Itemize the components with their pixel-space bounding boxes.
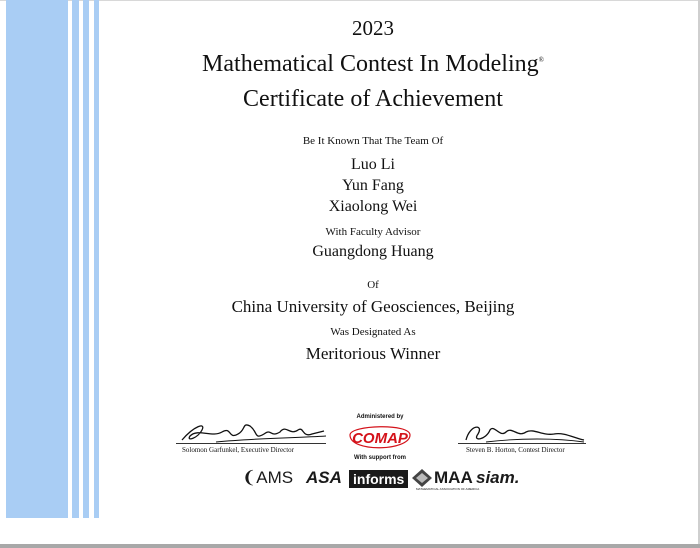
decorative-stripe <box>72 0 79 518</box>
maa-logo: MAA <box>434 468 473 487</box>
ams-logo-text: AMS <box>256 468 294 487</box>
comap-logo <box>346 421 414 455</box>
decorative-stripe-wide <box>6 0 68 518</box>
right-signature-caption: Steven B. Horton, Contest Director <box>466 446 565 454</box>
siam-logo: siam. <box>476 468 520 487</box>
informs-logo: informs <box>349 470 408 488</box>
maa-emblem-icon <box>411 468 433 488</box>
left-signature-line <box>176 443 326 444</box>
contest-name <box>100 51 646 78</box>
decorative-stripe <box>83 0 89 518</box>
advisor-name: Guangdong Huang <box>312 243 434 260</box>
decorative-stripe <box>94 0 99 518</box>
designation-label: Was Designated As <box>330 326 416 338</box>
team-member: Xiaolong Wei <box>328 198 418 215</box>
asa-logo: ASA <box>306 468 342 487</box>
comap-logo-text: COMAP <box>352 430 408 447</box>
of-label: Of <box>367 279 379 291</box>
registered-mark: ® <box>538 56 544 64</box>
maa-subtitle: MATHEMATICAL ASSOCIATION OF AMERICA <box>416 487 480 491</box>
with-support-from-label: With support from <box>354 455 406 461</box>
right-signature-line <box>458 443 586 444</box>
team-member: Luo Li <box>351 156 395 173</box>
advisor-label: With Faculty Advisor <box>325 226 421 238</box>
team-member: Yun Fang <box>342 177 404 194</box>
certificate-title: Certificate of Achievement <box>243 86 503 112</box>
contest-name-text: Mathematical Contest In Modeling <box>202 51 539 77</box>
contest-year: 2023 <box>352 16 394 40</box>
intro-line: Be It Known That The Team Of <box>302 135 444 147</box>
page-bottom-border <box>0 544 700 548</box>
award-title: Meritorious Winner <box>305 344 441 363</box>
ams-logo <box>242 468 293 488</box>
ams-swirl-icon: ❨ <box>242 468 257 487</box>
left-signature-caption: Solomon Garfunkel, Executive Director <box>182 446 294 454</box>
page-top-border <box>0 0 700 1</box>
institution-name: China University of Geosciences, Beijing <box>231 297 515 316</box>
administered-by-label: Administered by <box>356 414 404 420</box>
